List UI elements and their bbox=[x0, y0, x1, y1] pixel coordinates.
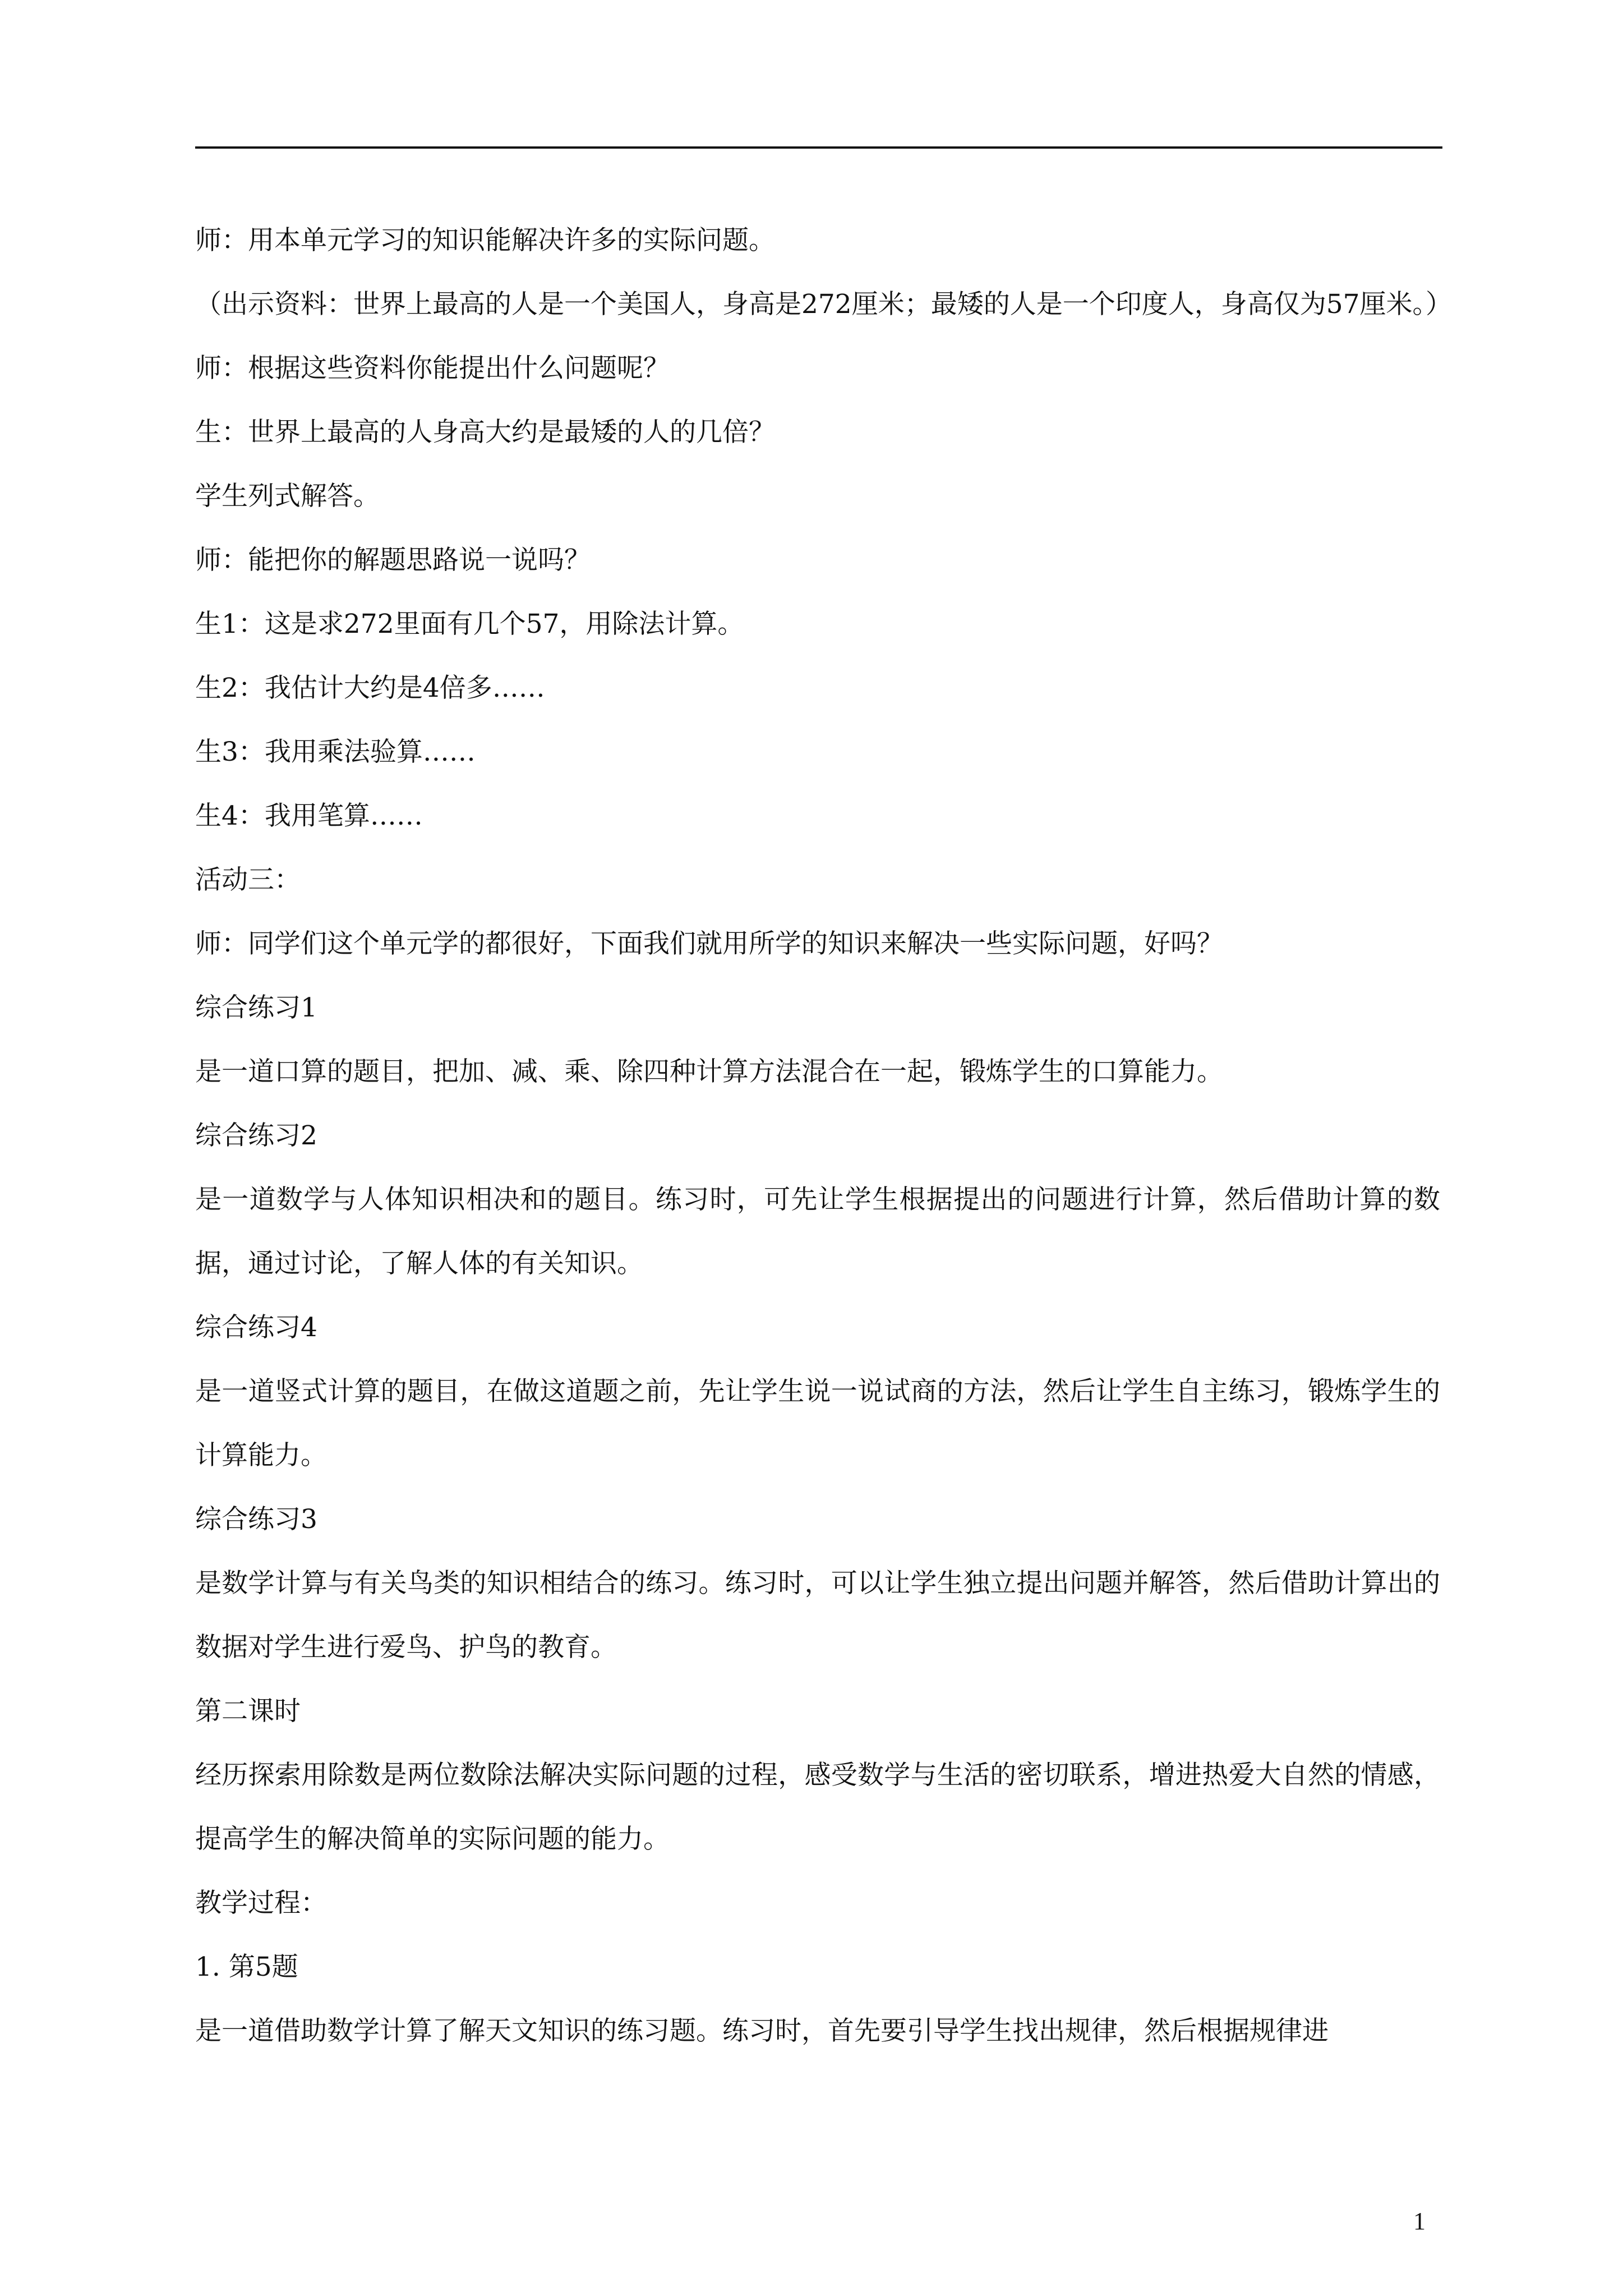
paragraph: 是一道借助数学计算了解天文知识的练习题。练习时，首先要引导学生找出规律，然后根据规律进 bbox=[195, 2016, 1329, 2046]
paragraph: 师：同学们这个单元学的都很好，下面我们就用所学的知识来解决一些实际问题，好吗？ bbox=[195, 928, 1223, 959]
paragraph: 经历探索用除数是两位数除法解决实际问题的过程，感受数学与生活的密切联系，增进热爱大自然的情感，提高学生的解决简单的实际问题的能力。 bbox=[195, 1760, 1440, 1855]
exercise-heading: 综合练习4 bbox=[195, 1312, 317, 1343]
section-heading: 第二课时 bbox=[195, 1696, 301, 1727]
page-number: 1 bbox=[1413, 2207, 1426, 2235]
exercise-heading: 综合练习3 bbox=[195, 1504, 317, 1535]
paragraph: 师：用本单元学习的知识能解决许多的实际问题。 bbox=[195, 225, 775, 256]
paragraph: 是一道数学与人体知识相决和的题目。练习时，可先让学生根据提出的问题进行计算，然后借助计算的数据，通过讨论，了解人体的有关知识。 bbox=[195, 1184, 1440, 1279]
paragraph: 生1：这是求272里面有几个57，用除法计算。 bbox=[195, 609, 744, 639]
paragraph: 师：根据这些资料你能提出什么问题呢？ bbox=[195, 353, 670, 384]
section-heading: 活动三： bbox=[195, 864, 301, 895]
paragraph: 生3：我用乘法验算…… bbox=[195, 737, 476, 767]
paragraph: （出示资料：世界上最高的人是一个美国人，身高是272厘米；最矮的人是一个印度人，身高仅为57厘米。） bbox=[195, 289, 1453, 320]
paragraph: 生2：我估计大约是4倍多…… bbox=[195, 673, 545, 703]
paragraph: 生4：我用笔算…… bbox=[195, 800, 423, 831]
list-item-heading: 1. 第5题 bbox=[195, 1952, 298, 1982]
exercise-heading: 综合练习1 bbox=[195, 992, 317, 1023]
document-body bbox=[195, 209, 1453, 2063]
exercise-heading: 综合练习2 bbox=[195, 1120, 317, 1151]
section-heading: 教学过程： bbox=[195, 1888, 327, 1918]
paragraph: 是一道口算的题目，把加、减、乘、除四种计算方法混合在一起，锻炼学生的口算能力。 bbox=[195, 1056, 1223, 1087]
paragraph: 师：能把你的解题思路说一说吗？ bbox=[195, 545, 591, 576]
header-rule bbox=[195, 146, 1442, 149]
paragraph: 是一道竖式计算的题目，在做这道题之前，先让学生说一说试商的方法，然后让学生自主练习，锻炼学生的计算能力。 bbox=[195, 1376, 1440, 1471]
paragraph: 学生列式解答。 bbox=[195, 481, 380, 512]
paragraph: 生：世界上最高的人身高大约是最矮的人的几倍？ bbox=[195, 417, 775, 448]
paragraph: 是数学计算与有关鸟类的知识相结合的练习。练习时，可以让学生独立提出问题并解答，然后借助计算出的数据对学生进行爱鸟、护鸟的教育。 bbox=[195, 1568, 1440, 1663]
